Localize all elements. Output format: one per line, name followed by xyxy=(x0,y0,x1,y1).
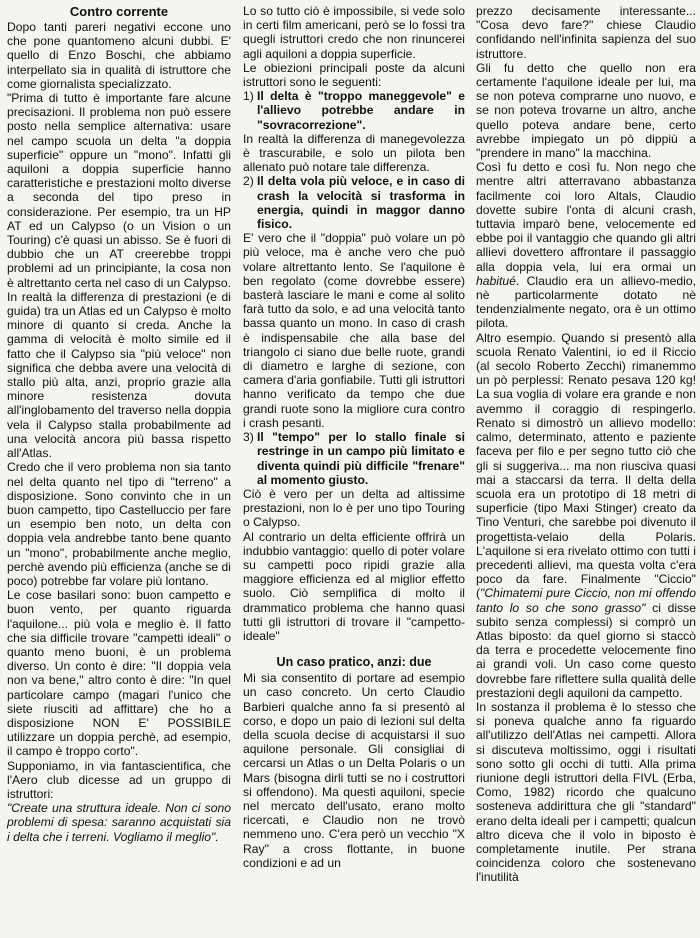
objection-heading xyxy=(243,89,465,132)
text-run: Altro esempio. Quando si presentò alla scuola Renato Valentini, io ed il Riccio (al secolo Roberto Zecchi) rimanemmo un pò perplessi: Renato pesava 120 kg! La sua voglia di volare era grande e non avemmo il coraggio di respingerlo. Renato si dimostrò un allievo modello: calmo, determinato, attento e paziente faceva per filo e per segno tutto ciò che gli si suggeriva... ma non riusciva quasi mai a staccarsi da terra. Il delta della scuola era un prototipo di 18 metri di superficie (tipo Maxi Stinger) creato da Tino Venturi, che sarebbe poi divenuto il progettista-velaio della Polaris. L'aquilone si era rivelato ottimo con tutti i precedenti allievi, ma questa volta c'era poco da fare. Finalmente "Ciccio" ( xyxy=(476,330,696,601)
objections-list xyxy=(243,89,465,529)
paragraph: Dopo tanti pareri negativi eccone uno che pone quantomeno alcuni dubbi. E' quello di Enzo Boschi, che abbiamo interpellato sia in qualità di istruttore che come giornalista specializzato. xyxy=(7,20,231,91)
column-2 xyxy=(243,4,465,870)
objection-body: Ciò è vero per un delta ad altissime prestazioni, non lo è per uno tipo Touring o Calypso. xyxy=(243,486,465,530)
paragraph xyxy=(476,160,696,330)
text-run: ci disse subito senza complessi) si comprò un Atlas biposto: da quel giorno si staccò da terra e procedette velocemente fino ai grandi voli. Un caso come questo dovrebbe fare riflettere sulla qualità delle prestazioni degli aquiloni da campetto. xyxy=(476,600,696,700)
quote: "Create una struttura ideale. Non ci sono problemi di spesa: saranno acquistati sia i delta che i terreni. Vogliamo il meglio". xyxy=(7,801,231,844)
paragraph: Supponiamo, in via fantascientifica, che l'Aero club dicesse ad un gruppo di istruttori: xyxy=(7,758,231,801)
paragraph: "Prima di tutto è importante fare alcune precisazioni. Il problema non può essere posto nella semplice alternativa: usare nel campo scuola un delta "a doppia superficie" oppure un "mono". Infatti gli aquiloni a doppia superficie hanno caratteristiche e prestazioni molto diverse a seconda del tipo preso in considerazione. Per esempio, tra un HP AT ed un Calypso (o un Vision o un Touring) c'è quasi un abisso. Se è fuori di dubbio che un AT creerebbe troppi problemi ad un principiante, la cosa non è altrettanto certa nel caso di un Calypso. In realtà la differenza di prestazioni (e di guida) tra un Atlas ed un Calypso è molto minore di quanto si creda. Anche la gamma di velocità è molto simile ed il fatto che il Calypso sia "più veloce" non significa che debba avere una velocità di stallo più alta, anzi, proprio grazie alla minore resistenza dovuta all'inglobamento del traverso nella doppia vela il Calypso stalla probabilmente ad una velocità ancora più bassa rispetto all'Atlas. xyxy=(7,91,231,461)
objection-body: In realtà la differenza di manegevolezza è trascurabile, e solo un pilota ben allenato può notare tale differenza. xyxy=(243,131,465,175)
objection-number: 1) xyxy=(243,89,254,104)
objection-item xyxy=(243,89,465,174)
paragraph: Gli fu detto che quello non era certamente l'aquilone ideale per lui, ma se non poteva comprarne uno nuovo, e se non poteva trovarne un altro, anche quello poteva andare bene, certo avrebbe impiegato un pò dippiù a "prendere in mano" la macchina. xyxy=(476,60,696,161)
paragraph: Mi sia consentito di portare ad esempio un caso concreto. Un certo Claudio Barbieri qualche anno fa si presentò al corso, e dopo un paio di lezioni sul delta della scuola decise di acquistarsi il suo aquilone personale. Gli consigliai di cercarsi un Atlas o un Delta Polaris o un Mars (bisogna dirli tutti se no i costruttori si offendono). Ma questi aquiloni, specie nel mercato dell'usato, erano molto ricercati, e Claudio non ne trovò nemmeno uno. C'era però un vecchio "X Ray" a cross flottante, in buone condizioni e ad un xyxy=(243,671,465,870)
article-title: Contro corrente xyxy=(69,4,169,19)
paragraph xyxy=(476,331,696,700)
paragraph: Le cose basilari sono: buon campetto e buon vento, per quanto riguarda l'aquilone... più vola e meglio è. Il fatto che sia difficile trovare "campetti ideali" o quanto meno buoni, è un problema diverso. Un conto è dire: "Il doppia vela non va bene," altro conto è dire: "In quel particolare campo (magari l'unico che siete riusciti ad affittare) che ho a disposizione NON E' POSSIBILE utilizzare un doppia perchè, ad esempio, il campo è troppo corto". xyxy=(7,588,231,759)
objection-body: E' vero che il "doppia" può volare un pò più veloce, ma è anche vero che può volare altrettanto lento. Se l'aquilone è ben regolato (come dovrebbe essere) basterà lasciare le mani e come al solito farà tutto da solo, e ad una velocità tanto bassa quanto un mono. In caso di crash è indispensabile che alla base del triangolo ci siano due belle ruote, grandi di diametro e larghe di sezione, con camera d'aria gonfiabile. Tutti gli istruttori hanno verificato da tempo che due grandi ruote sono la migliore cura contro i crash pesanti. xyxy=(243,231,465,430)
objection-number: 3) xyxy=(243,430,254,445)
paragraph: prezzo decisamente interessante... "Cosa devo fare?" chiese Claudio confidando nell'infinita sapienza del suo istruttore. xyxy=(476,4,696,61)
paragraph: In sostanza il problema è lo stesso che si poneva qualche anno fa riguardo all'utilizzo dell'Atlas nei campetti. Allora si discuteva moltissimo, oggi i risultati sono sotto gli occhi di tutti. Alla prima riunione degli istruttori della FIVL (Erba, Como, 1982) ricordo che qualcuno sosteneva addirittura che gli "standard" erano delta ideali per i campetti; qualcun altro diceva che il volo in biposto è completamente inutile. Per strana coincidenza coloro che sostenevano l'inutilità xyxy=(476,699,696,885)
column-3 xyxy=(476,4,696,885)
text-run: . Claudio era un allievo-medio, nè particolarmente dotato nè tendenzialmente negato, ora è un ottimo pilota. xyxy=(476,273,696,331)
objection-item xyxy=(243,430,465,529)
objection-heading-text: Il "tempo" per lo stallo finale si restringe in un campo più limitato e diventa quindi più difficile "frenare" al momento giusto. xyxy=(257,430,465,487)
paragraph: Le obiezioni principali poste da alcuni istruttori sono le seguenti: xyxy=(243,60,465,90)
italic-quote: "Chimatemi pure Ciccio, non mi offendo tanto lo so che sono grasso" xyxy=(476,586,696,615)
section-subtitle: Un caso pratico, anzi: due xyxy=(276,655,432,670)
objection-item xyxy=(243,174,465,430)
italic-term: habitué xyxy=(476,273,516,288)
paragraph: Credo che il vero problema non sia tanto nel delta quanto nel tipo di "terreno" a disposizione. Sono convinto che in un buon campetto, tipo Castelluccio per fare un esempio ben noto, un delta con doppia vela andrebbe tanto bene quanto un "mono", probabilmente anche meglio, perchè avendo più efficienza (anche se di poco) potrebbe far volare più lontano. xyxy=(7,460,231,588)
column-1 xyxy=(7,4,231,844)
objection-heading-text: Il delta vola più veloce, e in caso di crash la velocità si trasforma in energia, quindi in maggor danno fisico. xyxy=(257,174,465,232)
objection-heading xyxy=(243,174,465,231)
paragraph: Lo so tutto ciò è impossibile, si vede solo in certi film americani, però se lo fossi tra quegli istruttori credo che non rinuncerei agli aquiloni a doppia superficie. xyxy=(243,4,465,61)
objection-heading xyxy=(243,430,465,487)
text-run: Così fu detto e così fu. Non nego che mentre altri atterravano abbastanza facilmente coi loro Altals, Claudio dovette subire l'onta di alcuni crash, tuttavia imparò bene, velocemente ed ebbe poi il vantaggio che quando gli altri allievi dovettero affrontare il passaggio alla doppia vela, lui era ormai un xyxy=(476,160,696,274)
objection-number: 2) xyxy=(243,174,254,189)
objection-heading-text: Il delta è "troppo maneggevole" e l'allievo potrebbe andare in "sovracorrezione". xyxy=(257,89,465,132)
paragraph: Al contrario un delta efficiente offrirà un indubbio vantaggio: quello di poter volare su campetti poco ripidi grazie alla maggiore efficienza ed al miglior effetto suolo. Ciò semplifica di molto il drammatico problema che hanno quasi tutti gli istruttori di trovare il "campetto-ideale" xyxy=(243,529,465,643)
